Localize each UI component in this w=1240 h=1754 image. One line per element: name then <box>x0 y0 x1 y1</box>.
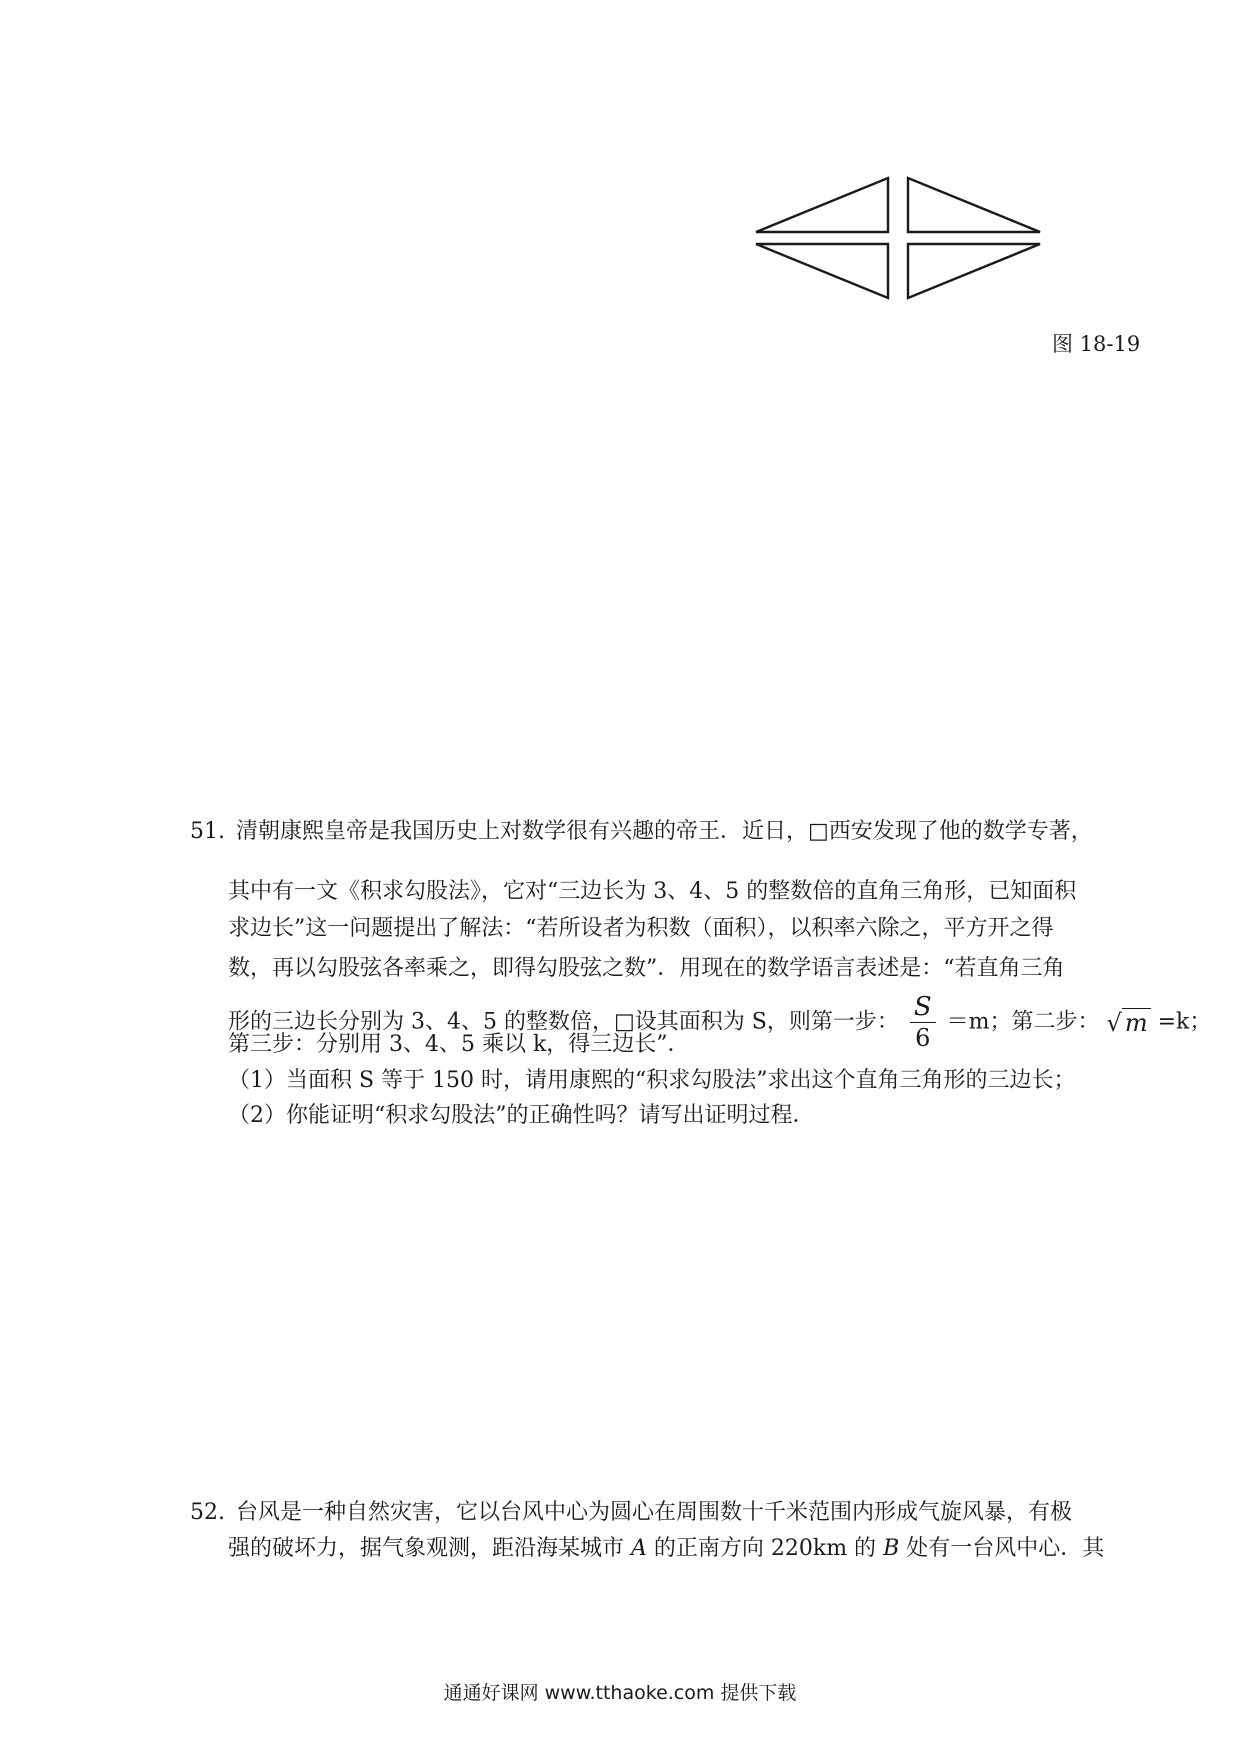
variable-b: B <box>883 1536 900 1561</box>
text-segment: 处有一台风中心．其 <box>899 1536 1105 1561</box>
radical-icon: √ <box>1106 1008 1122 1037</box>
problem-number: 52. <box>190 1500 225 1525</box>
problem-52-line-2 <box>228 1534 1104 1564</box>
fraction-numerator: S <box>910 992 936 1023</box>
text-segment: 强的破坏力，据气象观测，距沿海某城市 <box>228 1536 631 1561</box>
formula-middle-text: ＝m；第二步： <box>946 1009 1100 1035</box>
radicand: m <box>1122 1008 1151 1037</box>
problem-text: 台风是一种自然灾害，它以台风中心为圆心在周围数十千米范围内形成气旋风暴，有极 <box>236 1500 1073 1525</box>
problem-number: 51. <box>190 819 225 844</box>
square-root-m <box>1107 1008 1151 1038</box>
variable-a: A <box>631 1536 647 1561</box>
problem-51-question-1: （1）当面积 S 等于 150 时，请用康熙的“积求勾股法”求出这个直角三角形的三边长； <box>228 1068 1076 1093</box>
formula-lead-text: 形的三边长分别为 3、4、5 的整数倍，□设其面积为 S，则第一步： <box>228 1009 899 1035</box>
triangle-top-left <box>756 178 888 232</box>
triangle-bottom-right <box>908 244 1040 298</box>
problem-51-line-4: 数，再以勾股弦各率乘之，即得勾股弦之数”．用现在的数学语言表述是：“若直角三角 <box>228 956 1065 981</box>
formula-tail-text: =k； <box>1157 1009 1212 1035</box>
problem-51-line-1 <box>190 817 1093 847</box>
text-segment: 的正南方向 220km 的 <box>646 1536 884 1561</box>
figure-18-19 <box>752 172 1044 304</box>
figure-caption: 图 18-19 <box>1052 332 1141 356</box>
problem-52-line-1 <box>190 1498 1072 1528</box>
triangle-bottom-left <box>756 244 888 298</box>
problem-text: 清朝康熙皇帝是我国历史上对数学很有兴趣的帝王．近日，□西安发现了他的数学专著， <box>236 819 1093 844</box>
problem-51-question-2: （2）你能证明“积求勾股法”的正确性吗？请写出证明过程． <box>228 1103 815 1128</box>
problem-51-line-6: 第三步：分别用 3、4、5 乘以 k，得三边长”． <box>228 1032 690 1057</box>
fraction-denominator: 6 <box>915 1024 931 1052</box>
fraction-s-over-6 <box>910 992 936 1053</box>
triangle-top-right <box>908 178 1040 232</box>
problem-51-line-3: 求边长”这一问题提出了解法：“若所设者为积数（面积），以积率六除之，平方开之得 <box>228 916 1054 941</box>
problem-51-line-2: 其中有一文《积求勾股法》，它对“三边长为 3、4、5 的整数倍的直角三角形，已知面积 <box>228 879 1077 904</box>
page-footer: 通通好课网 www.tthaoke.com 提供下载 <box>443 1682 797 1704</box>
